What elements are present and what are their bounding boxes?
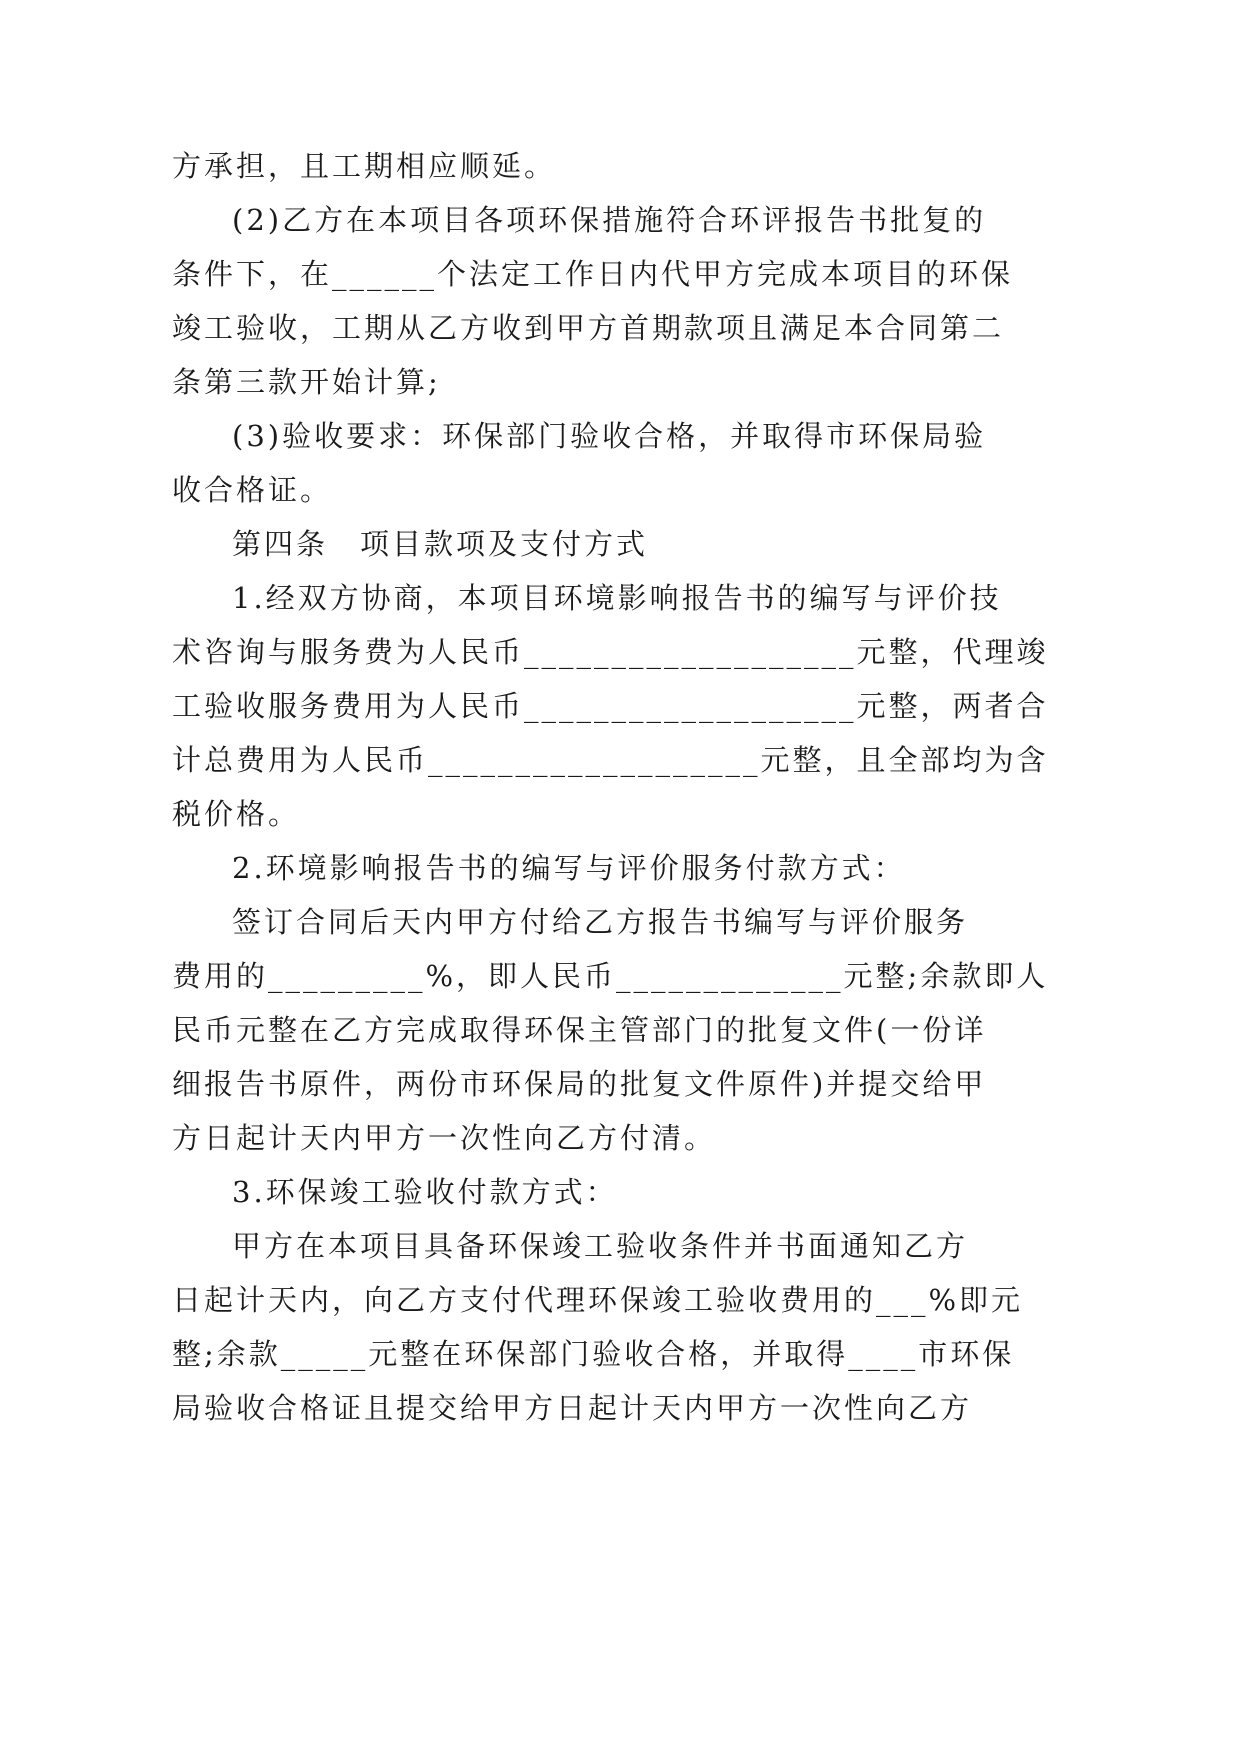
body-line: 方承担，且工期相应顺延。	[172, 149, 557, 183]
section-heading: 第四条 项目款项及支付方式	[232, 527, 649, 561]
body-line: 竣工验收，工期从乙方收到甲方首期款项且满足本合同第二	[172, 311, 1005, 345]
body-line: 计总费用为人民币___________________元整，且全部均为含	[172, 743, 1049, 777]
body-line: 整;余款_____元整在环保部门验收合格，并取得____市环保	[172, 1337, 1015, 1371]
body-line: (3)验收要求：环保部门验收合格，并取得市环保局验	[232, 419, 987, 453]
body-line: 民币元整在乙方完成取得环保主管部门的批复文件(一份详	[172, 1013, 987, 1047]
body-line: 1.经双方协商，本项目环境影响报告书的编写与评价技	[232, 581, 1002, 615]
body-line: 税价格。	[172, 797, 301, 831]
body-line: 3.环保竣工验收付款方式：	[232, 1175, 618, 1209]
body-line: 条第三款开始计算;	[172, 365, 441, 399]
body-line: 收合格证。	[172, 473, 333, 507]
body-line: 签订合同后天内甲方付给乙方报告书编写与评价服务	[232, 905, 969, 939]
body-line: (2)乙方在本项目各项环保措施符合环评报告书批复的	[232, 203, 987, 237]
body-line: 术咨询与服务费为人民币___________________元整，代理竣	[172, 635, 1049, 669]
body-line: 局验收合格证且提交给甲方日起计天内甲方一次性向乙方	[172, 1391, 973, 1425]
body-line: 细报告书原件，两份市环保局的批复文件原件)并提交给甲	[172, 1067, 987, 1101]
body-line: 费用的_________%，即人民币_____________元整;余款即人	[172, 959, 1049, 993]
body-line: 工验收服务费用为人民币___________________元整，两者合	[172, 689, 1049, 723]
body-line: 方日起计天内甲方一次性向乙方付清。	[172, 1121, 717, 1155]
body-line: 2.环境影响报告书的编写与评价服务付款方式：	[232, 851, 906, 885]
body-line: 条件下，在______个法定工作日内代甲方完成本项目的环保	[172, 257, 1014, 291]
body-line: 日起计天内，向乙方支付代理环保竣工验收费用的___%即元	[172, 1283, 1024, 1317]
body-line: 甲方在本项目具备环保竣工验收条件并书面通知乙方	[232, 1229, 969, 1263]
